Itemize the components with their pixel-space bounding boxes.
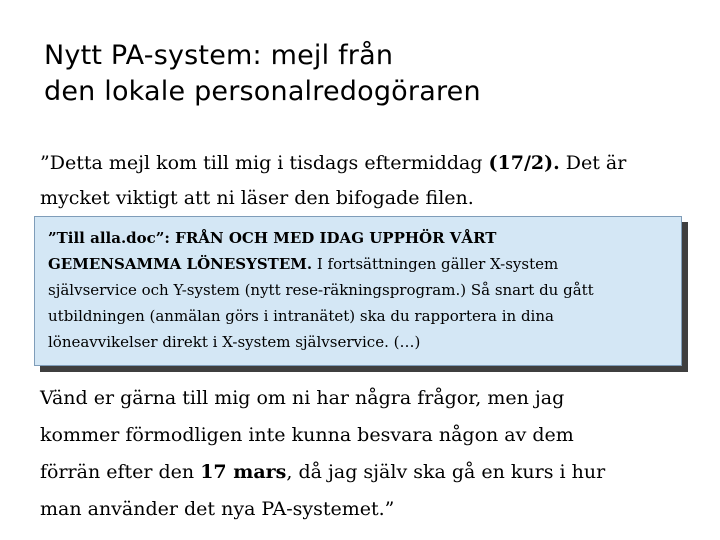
outro-line-3 (40, 454, 700, 491)
quote-line-3: självservice och Y-system (nytt rese-räkningsprogram.) Så snart du gått (48, 281, 594, 299)
quoted-email-box (34, 216, 682, 366)
quote-line-4: utbildningen (anmälan görs i intranätet) ska du rapportera in dina (48, 307, 554, 325)
quote-line-1: ”Till alla.doc”: FRÅN OCH MED IDAG UPPHÖR VÅRT (48, 229, 497, 247)
title-line-2: den lokale personalredogöraren (44, 76, 481, 107)
outro-date: 17 mars (200, 461, 287, 483)
intro-paragraph (40, 146, 700, 216)
outro-line-3-start: förrän efter den (40, 461, 201, 483)
quote-line-2-rest: I fortsättningen gäller X-system (312, 255, 559, 273)
title-line-1: Nytt PA-system: mejl från (44, 40, 394, 71)
intro-text-end: Det är mycket viktigt att ni läser den bifogade filen. (40, 152, 627, 209)
outro-line-1: Vänd er gärna till mig om ni har några frågor, men jag (40, 387, 565, 409)
slide-title (44, 38, 684, 110)
outro-line-3-end: , då jag själv ska gå en kurs i hur (286, 461, 606, 483)
quote-line-2-bold: GEMENSAMMA LÖNESYSTEM. (48, 255, 313, 273)
quoted-email-text (48, 225, 678, 355)
intro-date: (17/2). (488, 152, 560, 174)
quote-line-2 (48, 251, 678, 277)
intro-text-start: ”Detta mejl kom till mig i tisdags eftermiddag (40, 152, 489, 174)
outro-line-2: kommer förmodligen inte kunna besvara någon av dem (40, 424, 574, 446)
quote-line-5: löneavvikelser direkt i X-system självservice. (…) (48, 333, 421, 351)
outro-paragraph (40, 380, 700, 528)
outro-line-4: man använder det nya PA-systemet.” (40, 498, 395, 520)
